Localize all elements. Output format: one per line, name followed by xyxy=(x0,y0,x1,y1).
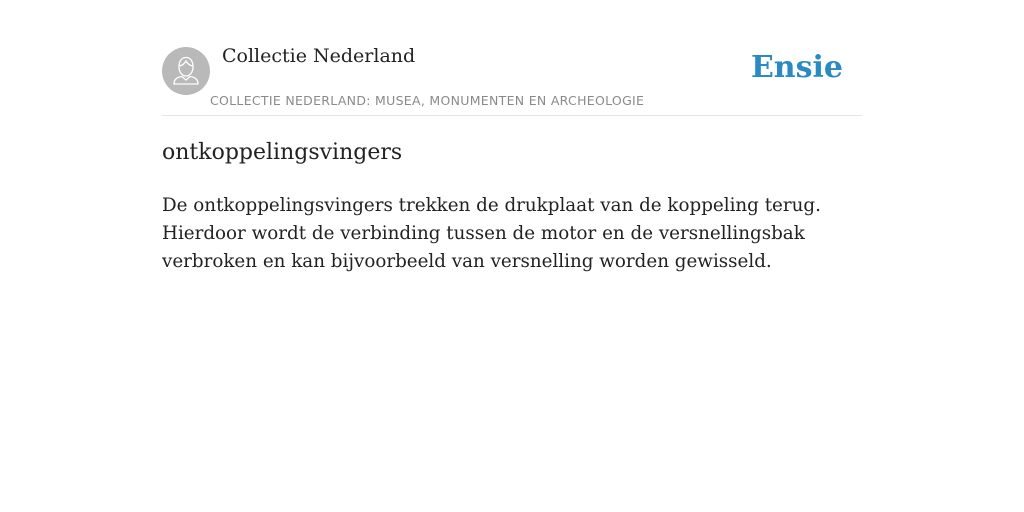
user-silhouette-icon xyxy=(162,47,210,95)
definition-card xyxy=(162,0,862,512)
avatar[interactable] xyxy=(162,47,210,95)
brand-logo[interactable]: Ensie xyxy=(750,50,843,85)
collection-label[interactable]: COLLECTIE NEDERLAND: MUSEA, MONUMENTEN EN ARCHEOLOGIE xyxy=(210,93,645,108)
author-name[interactable]: Collectie Nederland xyxy=(222,45,416,67)
entry-term: ontkoppelingsvingers xyxy=(162,140,403,165)
entry-definition: De ontkoppelingsvingers trekken de drukplaat van de koppeling terug. Hierdoor wordt de verbinding tussen de motor en de versnellingsbak verbroken en kan bijvoorbeeld van versnelling worden gewisseld. xyxy=(162,195,821,272)
card-header xyxy=(162,0,862,116)
